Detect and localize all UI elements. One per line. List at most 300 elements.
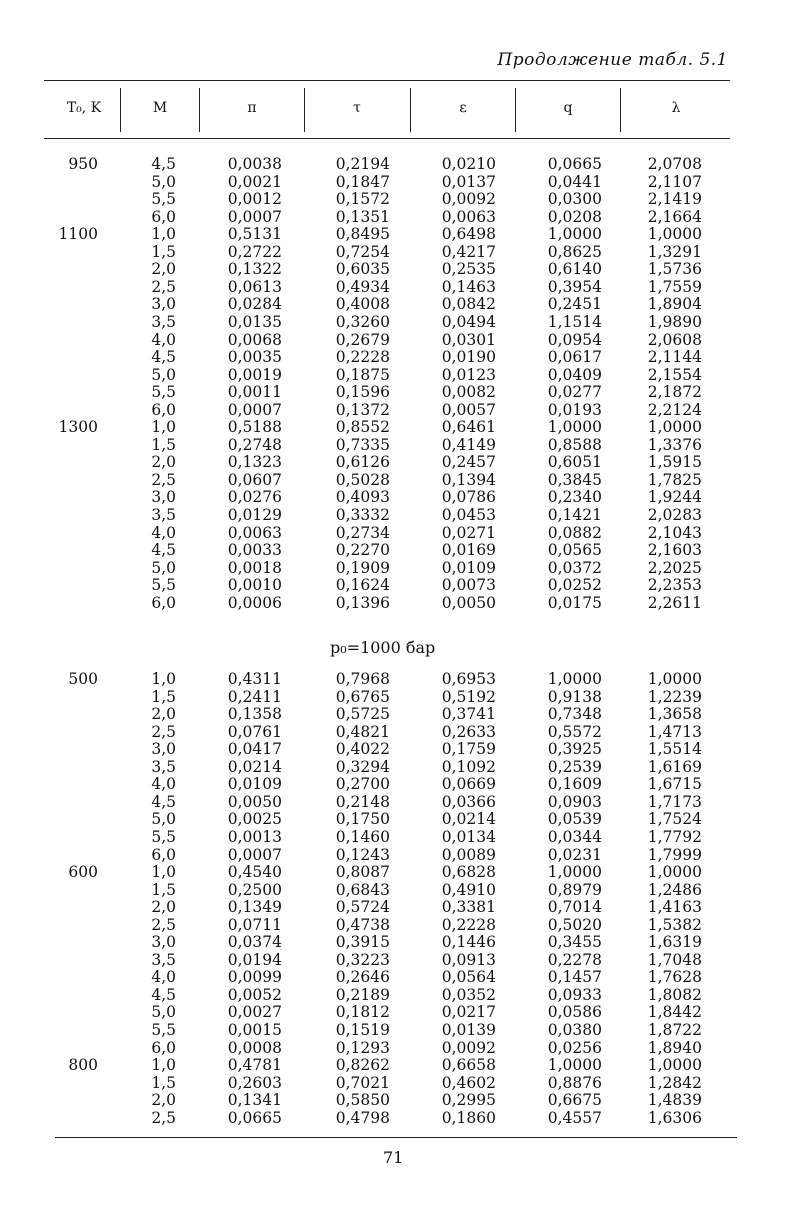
- q-cell: 0,2451: [547, 295, 602, 314]
- q-cell: 0,0277: [547, 383, 602, 402]
- tau-cell: 0,7254: [335, 242, 390, 261]
- epsilon-cell: 0,4602: [441, 1073, 496, 1092]
- epsilon-cell: 0,1759: [441, 740, 496, 759]
- q-cell: 0,3845: [547, 470, 602, 489]
- epsilon-cell: 0,0092: [441, 1038, 496, 1057]
- lambda-cell: 2,1554: [647, 365, 702, 384]
- tau-cell: 0,8552: [335, 418, 390, 437]
- pi-cell: 0,0035: [227, 348, 282, 367]
- tau-cell: 0,1243: [335, 845, 390, 864]
- pi-cell: 0,0129: [227, 506, 282, 524]
- tau-cell: 0,4821: [335, 722, 390, 741]
- epsilon-cell: 0,0214: [441, 810, 496, 829]
- tau-cell: 0,1396: [335, 593, 390, 612]
- lambda-cell: 1,3658: [647, 705, 702, 724]
- lambda-cell: 1,0000: [647, 418, 702, 437]
- pi-cell: 0,0007: [227, 400, 282, 419]
- mach-cell: 1,0: [151, 1056, 176, 1075]
- lambda-cell: 1,2842: [647, 1073, 702, 1092]
- lambda-cell: 2,0283: [647, 506, 702, 524]
- mach-cell: 1,5: [151, 242, 176, 261]
- tau-cell: 0,1293: [335, 1038, 390, 1057]
- mach-cell: 3,5: [151, 506, 176, 524]
- q-cell: 0,0175: [547, 593, 602, 612]
- column-divider: [199, 88, 200, 132]
- mach-cell: 2,0: [151, 453, 176, 472]
- mach-cell: 6,0: [151, 1038, 176, 1057]
- q-cell: 0,0208: [547, 207, 602, 226]
- lambda-cell: 2,1872: [647, 383, 702, 402]
- tau-cell: 0,5725: [335, 705, 390, 724]
- pi-cell: 0,0008: [227, 1038, 282, 1057]
- q-cell: 0,1421: [547, 506, 602, 524]
- pi-cell: 0,0033: [227, 541, 282, 560]
- pi-cell: 0,0006: [227, 593, 282, 612]
- lambda-cell: 1,7559: [647, 277, 702, 296]
- pi-cell: 0,0052: [227, 985, 282, 1004]
- lambda-cell: 2,0608: [647, 330, 702, 349]
- mach-cell: 5,0: [151, 810, 176, 829]
- epsilon-cell: 0,0210: [441, 155, 496, 173]
- mach-cell: 3,0: [151, 933, 176, 952]
- tau-cell: 0,7335: [335, 435, 390, 454]
- lambda-cell: 1,8904: [647, 295, 702, 314]
- mach-cell: 6,0: [151, 400, 176, 419]
- header-q: q: [563, 100, 573, 116]
- mach-cell: 2,5: [151, 470, 176, 489]
- tau-cell: 0,4093: [335, 488, 390, 507]
- epsilon-cell: 0,0786: [441, 488, 496, 507]
- mach-cell: 3,5: [151, 312, 176, 331]
- epsilon-cell: 0,0082: [441, 383, 496, 402]
- lambda-cell: 1,7825: [647, 470, 702, 489]
- q-cell: 0,7348: [547, 705, 602, 724]
- mach-cell: 5,5: [151, 190, 176, 209]
- mach-cell: 3,5: [151, 950, 176, 969]
- mach-cell: 1,0: [151, 863, 176, 882]
- lambda-cell: 1,3291: [647, 242, 702, 261]
- pi-cell: 0,0194: [227, 950, 282, 969]
- tau-cell: 0,2700: [335, 775, 390, 794]
- mach-cell: 5,5: [151, 576, 176, 595]
- epsilon-cell: 0,1092: [441, 757, 496, 776]
- tau-cell: 0,6126: [335, 453, 390, 472]
- epsilon-cell: 0,0190: [441, 348, 496, 367]
- lambda-cell: 1,5382: [647, 915, 702, 934]
- pi-cell: 0,4781: [227, 1056, 282, 1075]
- pi-cell: 0,0068: [227, 330, 282, 349]
- lambda-cell: 1,3376: [647, 435, 702, 454]
- tau-cell: 0,1460: [335, 827, 390, 846]
- table-header-rule: [44, 138, 730, 139]
- epsilon-cell: 0,6658: [441, 1056, 496, 1075]
- mach-cell: 3,5: [151, 757, 176, 776]
- q-cell: 0,0231: [547, 845, 602, 864]
- q-cell: 1,0000: [547, 418, 602, 437]
- column-divider: [120, 88, 121, 132]
- pi-cell: 0,5188: [227, 418, 282, 437]
- pi-cell: 0,1323: [227, 453, 282, 472]
- pi-cell: 0,0214: [227, 757, 282, 776]
- epsilon-cell: 0,0089: [441, 845, 496, 864]
- pi-cell: 0,0015: [227, 1021, 282, 1039]
- tau-cell: 0,2189: [335, 985, 390, 1004]
- column-divider: [515, 88, 516, 132]
- pi-cell: 0,5131: [227, 225, 282, 244]
- epsilon-cell: 0,0169: [441, 541, 496, 560]
- epsilon-cell: 0,5192: [441, 687, 496, 706]
- mach-cell: 4,0: [151, 775, 176, 794]
- pressure-subheading: p₀=1000 бар: [330, 638, 436, 657]
- q-cell: 0,0193: [547, 400, 602, 419]
- mach-cell: 1,5: [151, 1073, 176, 1092]
- q-cell: 0,0372: [547, 558, 602, 577]
- q-cell: 0,4557: [547, 1108, 602, 1127]
- lambda-cell: 1,2239: [647, 687, 702, 706]
- pi-cell: 0,0011: [227, 383, 282, 402]
- pi-cell: 0,0607: [227, 470, 282, 489]
- epsilon-cell: 0,0057: [441, 400, 496, 419]
- pi-cell: 0,1358: [227, 705, 282, 724]
- lambda-cell: 1,9244: [647, 488, 702, 507]
- lambda-cell: 2,1107: [647, 172, 702, 191]
- epsilon-cell: 0,0301: [441, 330, 496, 349]
- tau-cell: 0,2228: [335, 348, 390, 367]
- epsilon-cell: 0,0217: [441, 1003, 496, 1022]
- q-cell: 0,0882: [547, 523, 602, 542]
- lambda-cell: 1,0000: [647, 1056, 702, 1075]
- mach-cell: 4,5: [151, 348, 176, 367]
- q-cell: 0,0565: [547, 541, 602, 560]
- mach-cell: 4,5: [151, 792, 176, 811]
- pi-cell: 0,0063: [227, 523, 282, 542]
- lambda-cell: 2,2124: [647, 400, 702, 419]
- q-cell: 1,0000: [547, 863, 602, 882]
- epsilon-cell: 0,2535: [441, 260, 496, 279]
- q-cell: 0,8588: [547, 435, 602, 454]
- table-caption: Продолжение табл. 5.1: [497, 50, 728, 70]
- q-cell: 0,3455: [547, 933, 602, 952]
- epsilon-cell: 0,0913: [441, 950, 496, 969]
- lambda-cell: 1,0000: [647, 863, 702, 882]
- mach-cell: 5,5: [151, 827, 176, 846]
- mach-cell: 2,0: [151, 705, 176, 724]
- epsilon-cell: 0,2995: [441, 1091, 496, 1110]
- mach-cell: 4,0: [151, 330, 176, 349]
- lambda-cell: 2,1419: [647, 190, 702, 209]
- tau-cell: 0,5850: [335, 1091, 390, 1110]
- tau-cell: 0,3294: [335, 757, 390, 776]
- tau-cell: 0,1519: [335, 1021, 390, 1039]
- lambda-cell: 1,4713: [647, 722, 702, 741]
- q-cell: 0,0586: [547, 1003, 602, 1022]
- tau-cell: 0,4798: [335, 1108, 390, 1127]
- tau-cell: 0,4738: [335, 915, 390, 934]
- mach-cell: 1,0: [151, 670, 176, 688]
- lambda-cell: 1,7048: [647, 950, 702, 969]
- epsilon-cell: 0,6498: [441, 225, 496, 244]
- tau-cell: 0,3260: [335, 312, 390, 331]
- mach-cell: 2,5: [151, 722, 176, 741]
- epsilon-cell: 0,0669: [441, 775, 496, 794]
- pi-cell: 0,0019: [227, 365, 282, 384]
- table-bottom-rule: [55, 1137, 737, 1138]
- tau-cell: 0,3915: [335, 933, 390, 952]
- epsilon-cell: 0,1394: [441, 470, 496, 489]
- epsilon-cell: 0,4217: [441, 242, 496, 261]
- pi-cell: 0,4311: [227, 670, 282, 688]
- lambda-cell: 2,0708: [647, 155, 702, 173]
- epsilon-cell: 0,4149: [441, 435, 496, 454]
- lambda-cell: 1,8722: [647, 1021, 702, 1039]
- tau-cell: 0,6843: [335, 880, 390, 899]
- pi-cell: 0,0135: [227, 312, 282, 331]
- epsilon-cell: 0,0453: [441, 506, 496, 524]
- epsilon-cell: 0,0366: [441, 792, 496, 811]
- pi-cell: 0,0025: [227, 810, 282, 829]
- q-cell: 0,0344: [547, 827, 602, 846]
- tau-cell: 0,2194: [335, 155, 390, 173]
- pi-cell: 0,0007: [227, 845, 282, 864]
- pi-cell: 0,0013: [227, 827, 282, 846]
- t0-cell: 950: [68, 155, 98, 173]
- mach-cell: 4,0: [151, 523, 176, 542]
- pi-cell: 0,0027: [227, 1003, 282, 1022]
- epsilon-cell: 0,0271: [441, 523, 496, 542]
- lambda-cell: 1,7628: [647, 968, 702, 987]
- q-cell: 0,8876: [547, 1073, 602, 1092]
- q-cell: 0,1457: [547, 968, 602, 987]
- q-cell: 0,2539: [547, 757, 602, 776]
- mach-cell: 2,5: [151, 915, 176, 934]
- epsilon-cell: 0,2633: [441, 722, 496, 741]
- tau-cell: 0,1875: [335, 365, 390, 384]
- pi-cell: 0,1349: [227, 898, 282, 917]
- t0-cell: 1300: [58, 418, 98, 437]
- tau-cell: 0,3223: [335, 950, 390, 969]
- t0-cell: 800: [68, 1056, 98, 1075]
- q-cell: 0,0539: [547, 810, 602, 829]
- epsilon-cell: 0,3741: [441, 705, 496, 724]
- lambda-cell: 2,1603: [647, 541, 702, 560]
- lambda-cell: 1,6319: [647, 933, 702, 952]
- tau-cell: 0,5724: [335, 898, 390, 917]
- q-cell: 1,1514: [547, 312, 602, 331]
- lambda-cell: 1,4839: [647, 1091, 702, 1110]
- tau-cell: 0,1909: [335, 558, 390, 577]
- header-m: M: [152, 100, 168, 116]
- mach-cell: 2,5: [151, 277, 176, 296]
- tau-cell: 0,7968: [335, 670, 390, 688]
- pi-cell: 0,2411: [227, 687, 282, 706]
- tau-cell: 0,1812: [335, 1003, 390, 1022]
- lambda-cell: 1,6306: [647, 1108, 702, 1127]
- lambda-cell: 2,2353: [647, 576, 702, 595]
- lambda-cell: 1,5514: [647, 740, 702, 759]
- mach-cell: 4,5: [151, 985, 176, 1004]
- lambda-cell: 1,0000: [647, 670, 702, 688]
- q-cell: 0,0256: [547, 1038, 602, 1057]
- mach-cell: 5,0: [151, 365, 176, 384]
- lambda-cell: 1,7999: [647, 845, 702, 864]
- epsilon-cell: 0,1446: [441, 933, 496, 952]
- epsilon-cell: 0,0063: [441, 207, 496, 226]
- pi-cell: 0,0012: [227, 190, 282, 209]
- q-cell: 0,0300: [547, 190, 602, 209]
- mach-cell: 6,0: [151, 593, 176, 612]
- column-divider: [304, 88, 305, 132]
- pi-cell: 0,0665: [227, 1108, 282, 1127]
- pi-cell: 0,0284: [227, 295, 282, 314]
- mach-cell: 1,5: [151, 435, 176, 454]
- epsilon-cell: 0,0092: [441, 190, 496, 209]
- lambda-cell: 1,9890: [647, 312, 702, 331]
- q-cell: 0,0954: [547, 330, 602, 349]
- pi-cell: 0,0007: [227, 207, 282, 226]
- mach-cell: 4,0: [151, 968, 176, 987]
- pi-cell: 0,0276: [227, 488, 282, 507]
- tau-cell: 0,2270: [335, 541, 390, 560]
- pi-cell: 0,2748: [227, 435, 282, 454]
- pi-cell: 0,0021: [227, 172, 282, 191]
- tau-cell: 0,2679: [335, 330, 390, 349]
- column-divider: [620, 88, 621, 132]
- tau-cell: 0,6765: [335, 687, 390, 706]
- lambda-cell: 2,1043: [647, 523, 702, 542]
- mach-cell: 2,5: [151, 1108, 176, 1127]
- q-cell: 0,6051: [547, 453, 602, 472]
- tau-cell: 0,6035: [335, 260, 390, 279]
- t0-cell: 600: [68, 863, 98, 882]
- pi-cell: 0,0099: [227, 968, 282, 987]
- mach-cell: 4,5: [151, 155, 176, 173]
- mach-cell: 2,0: [151, 1091, 176, 1110]
- lambda-cell: 1,7524: [647, 810, 702, 829]
- tau-cell: 0,4022: [335, 740, 390, 759]
- tau-cell: 0,4934: [335, 277, 390, 296]
- lambda-cell: 1,8082: [647, 985, 702, 1004]
- epsilon-cell: 0,0134: [441, 827, 496, 846]
- lambda-cell: 1,6715: [647, 775, 702, 794]
- lambda-cell: 1,6169: [647, 757, 702, 776]
- tau-cell: 0,2734: [335, 523, 390, 542]
- tau-cell: 0,1572: [335, 190, 390, 209]
- epsilon-cell: 0,0494: [441, 312, 496, 331]
- lambda-cell: 2,1664: [647, 207, 702, 226]
- mach-cell: 5,0: [151, 558, 176, 577]
- pi-cell: 0,0711: [227, 915, 282, 934]
- mach-cell: 5,0: [151, 172, 176, 191]
- tau-cell: 0,1750: [335, 810, 390, 829]
- q-cell: 0,2340: [547, 488, 602, 507]
- tau-cell: 0,8087: [335, 863, 390, 882]
- q-cell: 0,0441: [547, 172, 602, 191]
- epsilon-cell: 0,0352: [441, 985, 496, 1004]
- q-cell: 0,6675: [547, 1091, 602, 1110]
- epsilon-cell: 0,4910: [441, 880, 496, 899]
- mach-cell: 1,0: [151, 418, 176, 437]
- tau-cell: 0,5028: [335, 470, 390, 489]
- pi-cell: 0,2603: [227, 1073, 282, 1092]
- pi-cell: 0,0761: [227, 722, 282, 741]
- lambda-cell: 1,5915: [647, 453, 702, 472]
- header-t0: T₀, K: [66, 100, 102, 116]
- tau-cell: 0,2646: [335, 968, 390, 987]
- q-cell: 0,0252: [547, 576, 602, 595]
- q-cell: 0,8979: [547, 880, 602, 899]
- q-cell: 0,1609: [547, 775, 602, 794]
- epsilon-cell: 0,2228: [441, 915, 496, 934]
- q-cell: 1,0000: [547, 670, 602, 688]
- lambda-cell: 1,8940: [647, 1038, 702, 1057]
- pi-cell: 0,2500: [227, 880, 282, 899]
- t0-cell: 500: [68, 670, 98, 688]
- pi-cell: 0,0018: [227, 558, 282, 577]
- mach-cell: 1,0: [151, 225, 176, 244]
- tau-cell: 0,1596: [335, 383, 390, 402]
- tau-cell: 0,2148: [335, 792, 390, 811]
- lambda-cell: 1,4163: [647, 898, 702, 917]
- q-cell: 0,5572: [547, 722, 602, 741]
- epsilon-cell: 0,0842: [441, 295, 496, 314]
- mach-cell: 1,5: [151, 880, 176, 899]
- page-number: 71: [383, 1148, 404, 1167]
- pi-cell: 0,0050: [227, 792, 282, 811]
- epsilon-cell: 0,0050: [441, 593, 496, 612]
- tau-cell: 0,4008: [335, 295, 390, 314]
- lambda-cell: 1,5736: [647, 260, 702, 279]
- lambda-cell: 1,0000: [647, 225, 702, 244]
- q-cell: 0,0903: [547, 792, 602, 811]
- mach-cell: 3,0: [151, 295, 176, 314]
- q-cell: 0,3954: [547, 277, 602, 296]
- q-cell: 0,0933: [547, 985, 602, 1004]
- q-cell: 1,0000: [547, 225, 602, 244]
- pi-cell: 0,0038: [227, 155, 282, 173]
- epsilon-cell: 0,6461: [441, 418, 496, 437]
- epsilon-cell: 0,0139: [441, 1021, 496, 1039]
- lambda-cell: 2,2611: [647, 593, 702, 612]
- pi-cell: 0,2722: [227, 242, 282, 261]
- header-eps: ε: [459, 100, 467, 116]
- pi-cell: 0,1341: [227, 1091, 282, 1110]
- q-cell: 0,6140: [547, 260, 602, 279]
- pi-cell: 0,0417: [227, 740, 282, 759]
- epsilon-cell: 0,3381: [441, 898, 496, 917]
- epsilon-cell: 0,6953: [441, 670, 496, 688]
- tau-cell: 0,1372: [335, 400, 390, 419]
- q-cell: 0,3925: [547, 740, 602, 759]
- lambda-cell: 2,1144: [647, 348, 702, 367]
- tau-cell: 0,1351: [335, 207, 390, 226]
- q-cell: 0,7014: [547, 898, 602, 917]
- tau-cell: 0,1847: [335, 172, 390, 191]
- mach-cell: 4,5: [151, 541, 176, 560]
- mach-cell: 3,0: [151, 488, 176, 507]
- pi-cell: 0,0109: [227, 775, 282, 794]
- pi-cell: 0,0613: [227, 277, 282, 296]
- column-divider: [410, 88, 411, 132]
- pi-cell: 0,1322: [227, 260, 282, 279]
- mach-cell: 2,0: [151, 898, 176, 917]
- mach-cell: 6,0: [151, 207, 176, 226]
- pi-cell: 0,0374: [227, 933, 282, 952]
- mach-cell: 5,5: [151, 383, 176, 402]
- mach-cell: 3,0: [151, 740, 176, 759]
- header-pi: π: [247, 100, 257, 116]
- epsilon-cell: 0,0123: [441, 365, 496, 384]
- tau-cell: 0,1624: [335, 576, 390, 595]
